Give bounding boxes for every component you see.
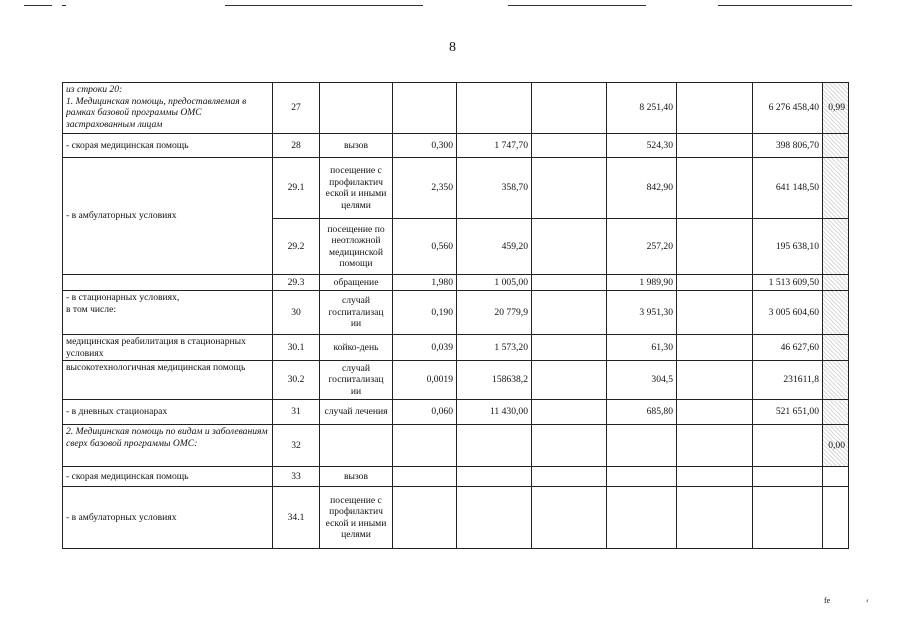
cost-cell <box>457 83 532 134</box>
row-number: 31 <box>273 400 320 425</box>
row-name: - скорая медицинская помощь <box>63 467 273 487</box>
oms-cell <box>607 487 677 549</box>
budget-total-cell <box>677 219 753 275</box>
unit-cell: вызов <box>320 467 393 487</box>
row-number: 30 <box>273 291 320 335</box>
budget-cell <box>532 400 607 425</box>
volume-cell: 0,190 <box>393 291 457 335</box>
oms-cell: 8 251,40 <box>607 83 677 134</box>
budget-cell <box>532 425 607 467</box>
share-cell: 0,00 <box>823 425 849 467</box>
row-number: 29.3 <box>273 275 320 291</box>
unit-cell: случай лечения <box>320 400 393 425</box>
oms-total-cell <box>753 467 823 487</box>
oms-cell: 685,80 <box>607 400 677 425</box>
share-cell <box>823 275 849 291</box>
cost-cell: 1 573,20 <box>457 335 532 361</box>
budget-cell <box>532 275 607 291</box>
share-cell <box>823 361 849 400</box>
unit-cell: посещение по неотложной медицинской помощи <box>320 219 393 275</box>
budget-cell <box>532 487 607 549</box>
row-number: 29.2 <box>273 219 320 275</box>
budget-total-cell <box>677 275 753 291</box>
table-row <box>63 83 849 134</box>
oms-total-cell: 195 638,10 <box>753 219 823 275</box>
unit-cell: посещение с профилактич еской и иными целями <box>320 487 393 549</box>
oms-total-cell: 521 651,00 <box>753 400 823 425</box>
budget-total-cell <box>677 83 753 134</box>
budget-cell <box>532 134 607 158</box>
budget-cell <box>532 83 607 134</box>
header-rule-5 <box>718 5 852 6</box>
oms-cell: 3 951,30 <box>607 291 677 335</box>
budget-cell <box>532 158 607 219</box>
row-number: 34.1 <box>273 487 320 549</box>
share-cell <box>823 335 849 361</box>
cost-cell: 459,20 <box>457 219 532 275</box>
unit-cell: обращение <box>320 275 393 291</box>
budget-total-cell <box>677 134 753 158</box>
oms-cell <box>607 425 677 467</box>
table-row <box>63 467 849 487</box>
budget-cell <box>532 361 607 400</box>
volume-cell <box>393 487 457 549</box>
volume-cell: 1,980 <box>393 275 457 291</box>
row-number: 27 <box>273 83 320 134</box>
volume-cell: 0,0019 <box>393 361 457 400</box>
oms-total-cell <box>753 425 823 467</box>
budget-total-cell <box>677 291 753 335</box>
oms-total-cell: 398 806,70 <box>753 134 823 158</box>
cost-cell: 20 779,9 <box>457 291 532 335</box>
table-row <box>63 487 849 549</box>
row-name: 2. Медицинская помощь по видам и заболеваниям сверх базовой программы ОМС: <box>63 425 273 467</box>
budget-total-cell <box>677 425 753 467</box>
table-row <box>63 361 849 400</box>
cost-cell <box>457 487 532 549</box>
oms-total-cell: 3 005 604,60 <box>753 291 823 335</box>
statistics-table <box>62 82 849 549</box>
header-rule-4 <box>508 5 646 6</box>
row-name: - скорая медицинская помощь <box>63 134 273 158</box>
table-row <box>63 134 849 158</box>
row-number: 33 <box>273 467 320 487</box>
budget-total-cell <box>677 467 753 487</box>
cost-cell: 1 747,70 <box>457 134 532 158</box>
oms-cell: 1 989,90 <box>607 275 677 291</box>
share-cell <box>823 487 849 549</box>
row-name: высокотехнологичная медицинская помощь <box>63 361 273 400</box>
oms-cell: 524,30 <box>607 134 677 158</box>
cost-cell: 11 430,00 <box>457 400 532 425</box>
share-cell <box>823 134 849 158</box>
oms-total-cell <box>753 487 823 549</box>
page-number: 8 <box>449 40 456 55</box>
oms-cell <box>607 467 677 487</box>
volume-cell: 0,560 <box>393 219 457 275</box>
row-number: 29.1 <box>273 158 320 219</box>
share-cell: 0,99 <box>823 83 849 134</box>
budget-cell <box>532 219 607 275</box>
row-name: из строки 20: 1. Медицинская помощь, предоставляемая в рамках базовой программы ОМС застрахованным лицам <box>63 83 273 134</box>
volume-cell <box>393 83 457 134</box>
cost-cell <box>457 425 532 467</box>
unit-cell: койко-день <box>320 335 393 361</box>
volume-cell: 0,300 <box>393 134 457 158</box>
row-name: - в амбулаторных условиях <box>63 158 273 275</box>
cost-cell: 1 005,00 <box>457 275 532 291</box>
budget-total-cell <box>677 400 753 425</box>
budget-cell <box>532 335 607 361</box>
volume-cell: 2,350 <box>393 158 457 219</box>
oms-cell: 61,30 <box>607 335 677 361</box>
header-rule-3 <box>225 5 423 6</box>
row-name: - в стационарных условиях, в том числе: <box>63 291 273 335</box>
volume-cell: 0,060 <box>393 400 457 425</box>
row-name: - в дневных стационарах <box>63 400 273 425</box>
oms-total-cell: 46 627,60 <box>753 335 823 361</box>
row-name: - в амбулаторных условиях <box>63 487 273 549</box>
oms-total-cell: 1 513 609,50 <box>753 275 823 291</box>
volume-cell: 0,039 <box>393 335 457 361</box>
row-name: медицинская реабилитация в стационарных условиях <box>63 335 273 361</box>
row-number: 32 <box>273 425 320 467</box>
share-cell <box>823 158 849 219</box>
table-row <box>63 335 849 361</box>
footer-mark: fe <box>824 596 831 605</box>
header-rule-2 <box>62 5 66 6</box>
budget-cell <box>532 467 607 487</box>
volume-cell <box>393 425 457 467</box>
budget-total-cell <box>677 158 753 219</box>
share-cell <box>823 291 849 335</box>
oms-cell: 257,20 <box>607 219 677 275</box>
unit-cell: случай госпитализац ии <box>320 291 393 335</box>
oms-total-cell: 6 276 458,40 <box>753 83 823 134</box>
share-cell <box>823 219 849 275</box>
cost-cell <box>457 467 532 487</box>
oms-total-cell: 641 148,50 <box>753 158 823 219</box>
unit-cell <box>320 425 393 467</box>
budget-total-cell <box>677 487 753 549</box>
unit-cell: посещение с профилактич еской и иными целями <box>320 158 393 219</box>
header-rule-1 <box>24 5 52 6</box>
unit-cell: случай госпитализац ии <box>320 361 393 400</box>
budget-total-cell <box>677 335 753 361</box>
table-row <box>63 275 849 291</box>
footer-mark: ‹ <box>866 596 869 605</box>
table-row <box>63 291 849 335</box>
cost-cell: 158638,2 <box>457 361 532 400</box>
unit-cell: вызов <box>320 134 393 158</box>
table-row <box>63 425 849 467</box>
row-number: 30.2 <box>273 361 320 400</box>
budget-cell <box>532 291 607 335</box>
table-row <box>63 400 849 425</box>
oms-cell: 842,90 <box>607 158 677 219</box>
oms-cell: 304,5 <box>607 361 677 400</box>
budget-total-cell <box>677 361 753 400</box>
row-number: 30.1 <box>273 335 320 361</box>
table-row <box>63 158 849 219</box>
unit-cell <box>320 83 393 134</box>
volume-cell <box>393 467 457 487</box>
cost-cell: 358,70 <box>457 158 532 219</box>
share-cell <box>823 467 849 487</box>
share-cell <box>823 400 849 425</box>
row-name <box>63 275 273 291</box>
oms-total-cell: 231611,8 <box>753 361 823 400</box>
row-number: 28 <box>273 134 320 158</box>
